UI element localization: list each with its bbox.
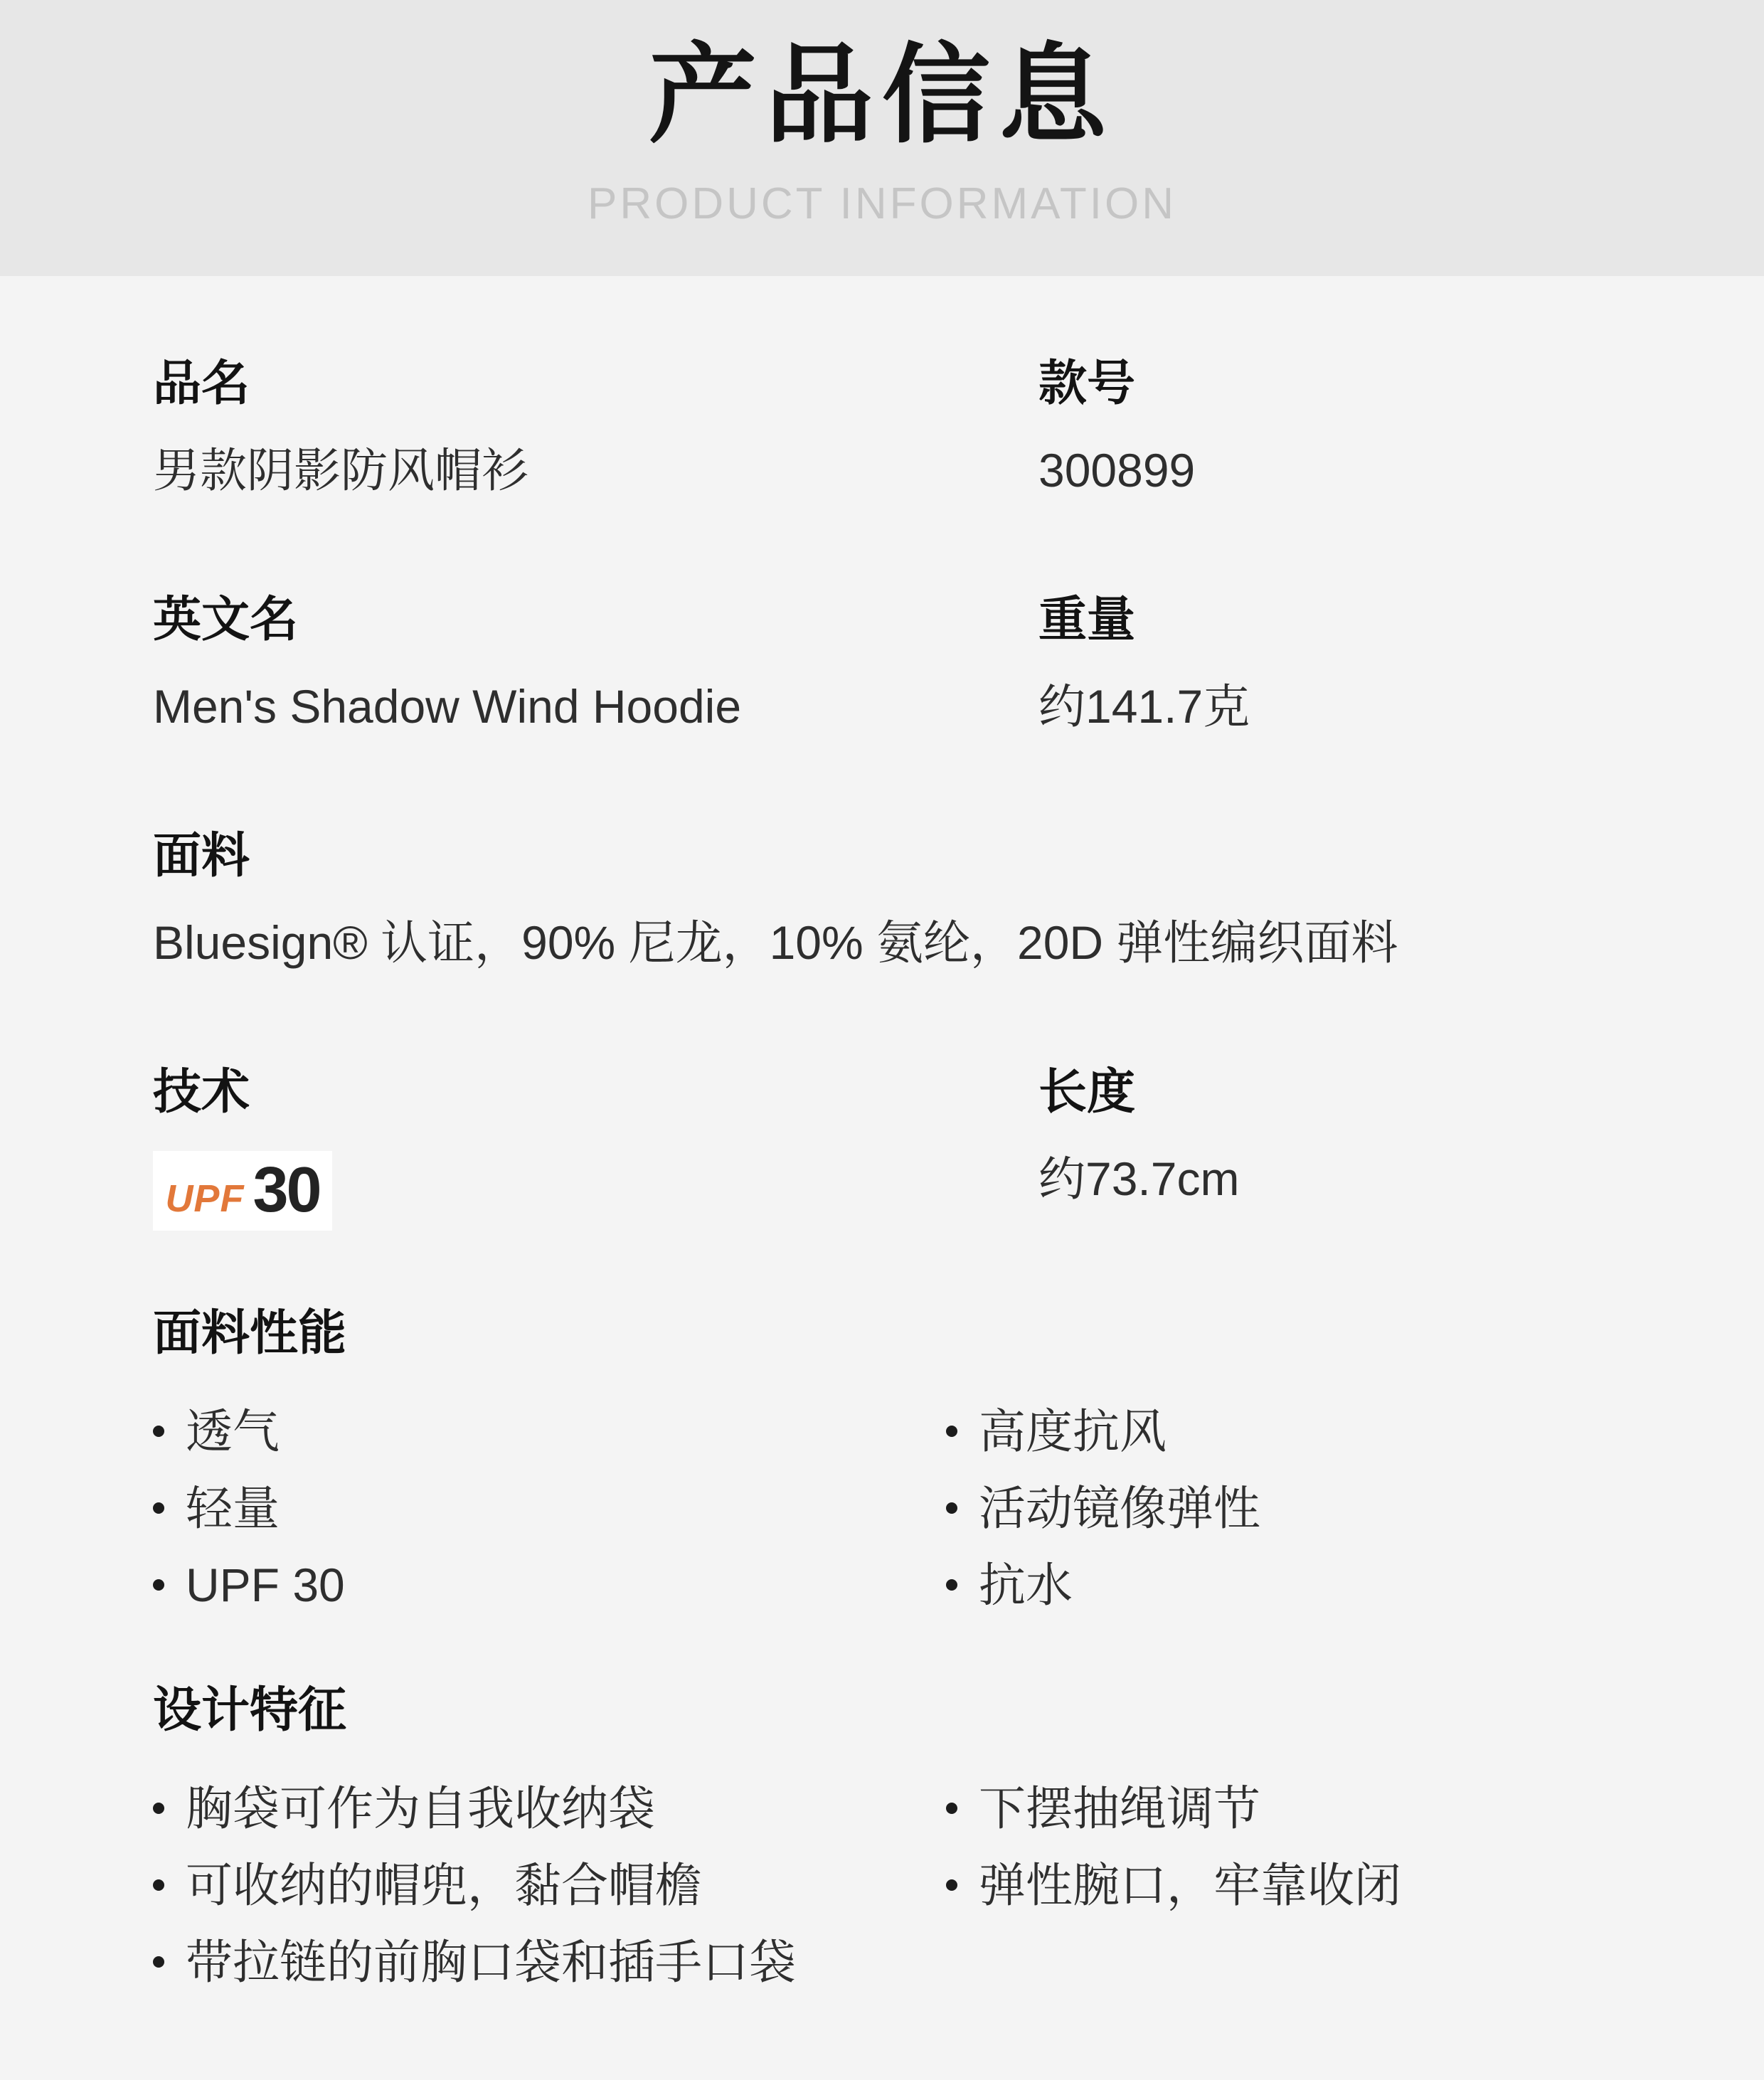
bullet-icon xyxy=(153,1956,164,1968)
list-item xyxy=(946,1556,1636,1614)
field-weight xyxy=(1038,592,1636,737)
length-label: 长度 xyxy=(1038,1065,1136,1119)
fabric-performance-left-list xyxy=(153,1402,946,1633)
bullet-icon xyxy=(946,1879,957,1891)
fabric-label: 面料 xyxy=(153,829,250,883)
design-features-columns xyxy=(153,1779,1636,2010)
upf-badge-number: 30 xyxy=(253,1155,320,1226)
field-length xyxy=(1038,1064,1636,1231)
content-area xyxy=(0,276,1764,2010)
bullet-icon xyxy=(153,1803,164,1814)
list-item xyxy=(153,1933,946,1991)
list-item-text: 活动镜像弹性 xyxy=(979,1482,1260,1534)
design-features-heading: 设计特征 xyxy=(153,1683,347,1737)
list-item xyxy=(153,1779,946,1837)
list-item-text: 高度抗风 xyxy=(979,1405,1167,1458)
field-english-name xyxy=(153,592,1038,737)
english-name-label: 英文名 xyxy=(153,593,299,647)
field-technology xyxy=(153,1064,1038,1231)
fabric-performance-columns xyxy=(153,1402,1636,1633)
bullet-icon xyxy=(946,1502,957,1514)
row-tech-length xyxy=(153,1064,1636,1231)
style-number-label: 款号 xyxy=(1038,356,1136,410)
page-subtitle: PRODUCT INFORMATION xyxy=(587,179,1177,228)
fabric-performance-right-list xyxy=(946,1402,1636,1633)
row-name-style xyxy=(153,356,1636,501)
list-item-text: 胸袋可作为自我收纳袋 xyxy=(186,1782,655,1835)
list-item xyxy=(153,1556,946,1614)
list-item-text: 可收纳的帽兜，黏合帽檐 xyxy=(186,1859,702,1911)
bullet-icon xyxy=(153,1579,164,1591)
upf-30-badge xyxy=(153,1151,332,1231)
fabric-value: Bluesign® 认证，90% 尼龙，10% 氨纶，20D 弹性编织面料 xyxy=(153,916,1398,969)
list-item xyxy=(946,1402,1636,1460)
fabric-performance-section xyxy=(153,1305,1636,1633)
bullet-icon xyxy=(946,1579,957,1591)
fabric-performance-heading: 面料性能 xyxy=(153,1306,347,1360)
list-item-text: 下摆抽绳调节 xyxy=(979,1782,1260,1835)
list-item xyxy=(946,1779,1636,1837)
upf-badge-word: UPF xyxy=(165,1177,245,1220)
list-item xyxy=(153,1479,946,1537)
field-product-name xyxy=(153,356,1038,501)
design-features-section xyxy=(153,1682,1636,2010)
list-item-text: 轻量 xyxy=(186,1482,280,1534)
hero-header xyxy=(0,0,1764,276)
design-features-left-list xyxy=(153,1779,946,2010)
bullet-icon xyxy=(946,1426,957,1437)
list-item-text: 弹性腕口，牢靠收闭 xyxy=(979,1859,1401,1911)
bullet-icon xyxy=(153,1879,164,1891)
length-value: 约73.7cm xyxy=(1038,1152,1240,1205)
list-item xyxy=(153,1856,946,1914)
list-item-text: UPF 30 xyxy=(186,1559,345,1611)
bullet-icon xyxy=(153,1502,164,1514)
list-item xyxy=(946,1856,1636,1914)
bullet-icon xyxy=(946,1803,957,1814)
technology-label: 技术 xyxy=(153,1065,250,1119)
field-style-number xyxy=(1038,356,1636,501)
row-fabric xyxy=(153,828,1636,973)
list-item xyxy=(946,1479,1636,1537)
list-item-text: 带拉链的前胸口袋和插手口袋 xyxy=(186,1936,796,1988)
product-name-label: 品名 xyxy=(153,356,250,410)
list-item-text: 抗水 xyxy=(979,1559,1073,1611)
weight-label: 重量 xyxy=(1038,593,1136,647)
list-item-text: 透气 xyxy=(186,1405,280,1458)
page-title: 产品信息 xyxy=(649,35,1115,156)
list-item xyxy=(153,1402,946,1460)
row-english-weight xyxy=(153,592,1636,737)
english-name-value: Men's Shadow Wind Hoodie xyxy=(153,680,742,733)
field-fabric xyxy=(153,828,1636,973)
style-number-value: 300899 xyxy=(1038,444,1196,497)
weight-value: 约141.7克 xyxy=(1038,680,1250,733)
design-features-right-list xyxy=(946,1779,1636,2010)
product-name-value: 男款阴影防风帽衫 xyxy=(153,444,528,497)
bullet-icon xyxy=(153,1426,164,1437)
